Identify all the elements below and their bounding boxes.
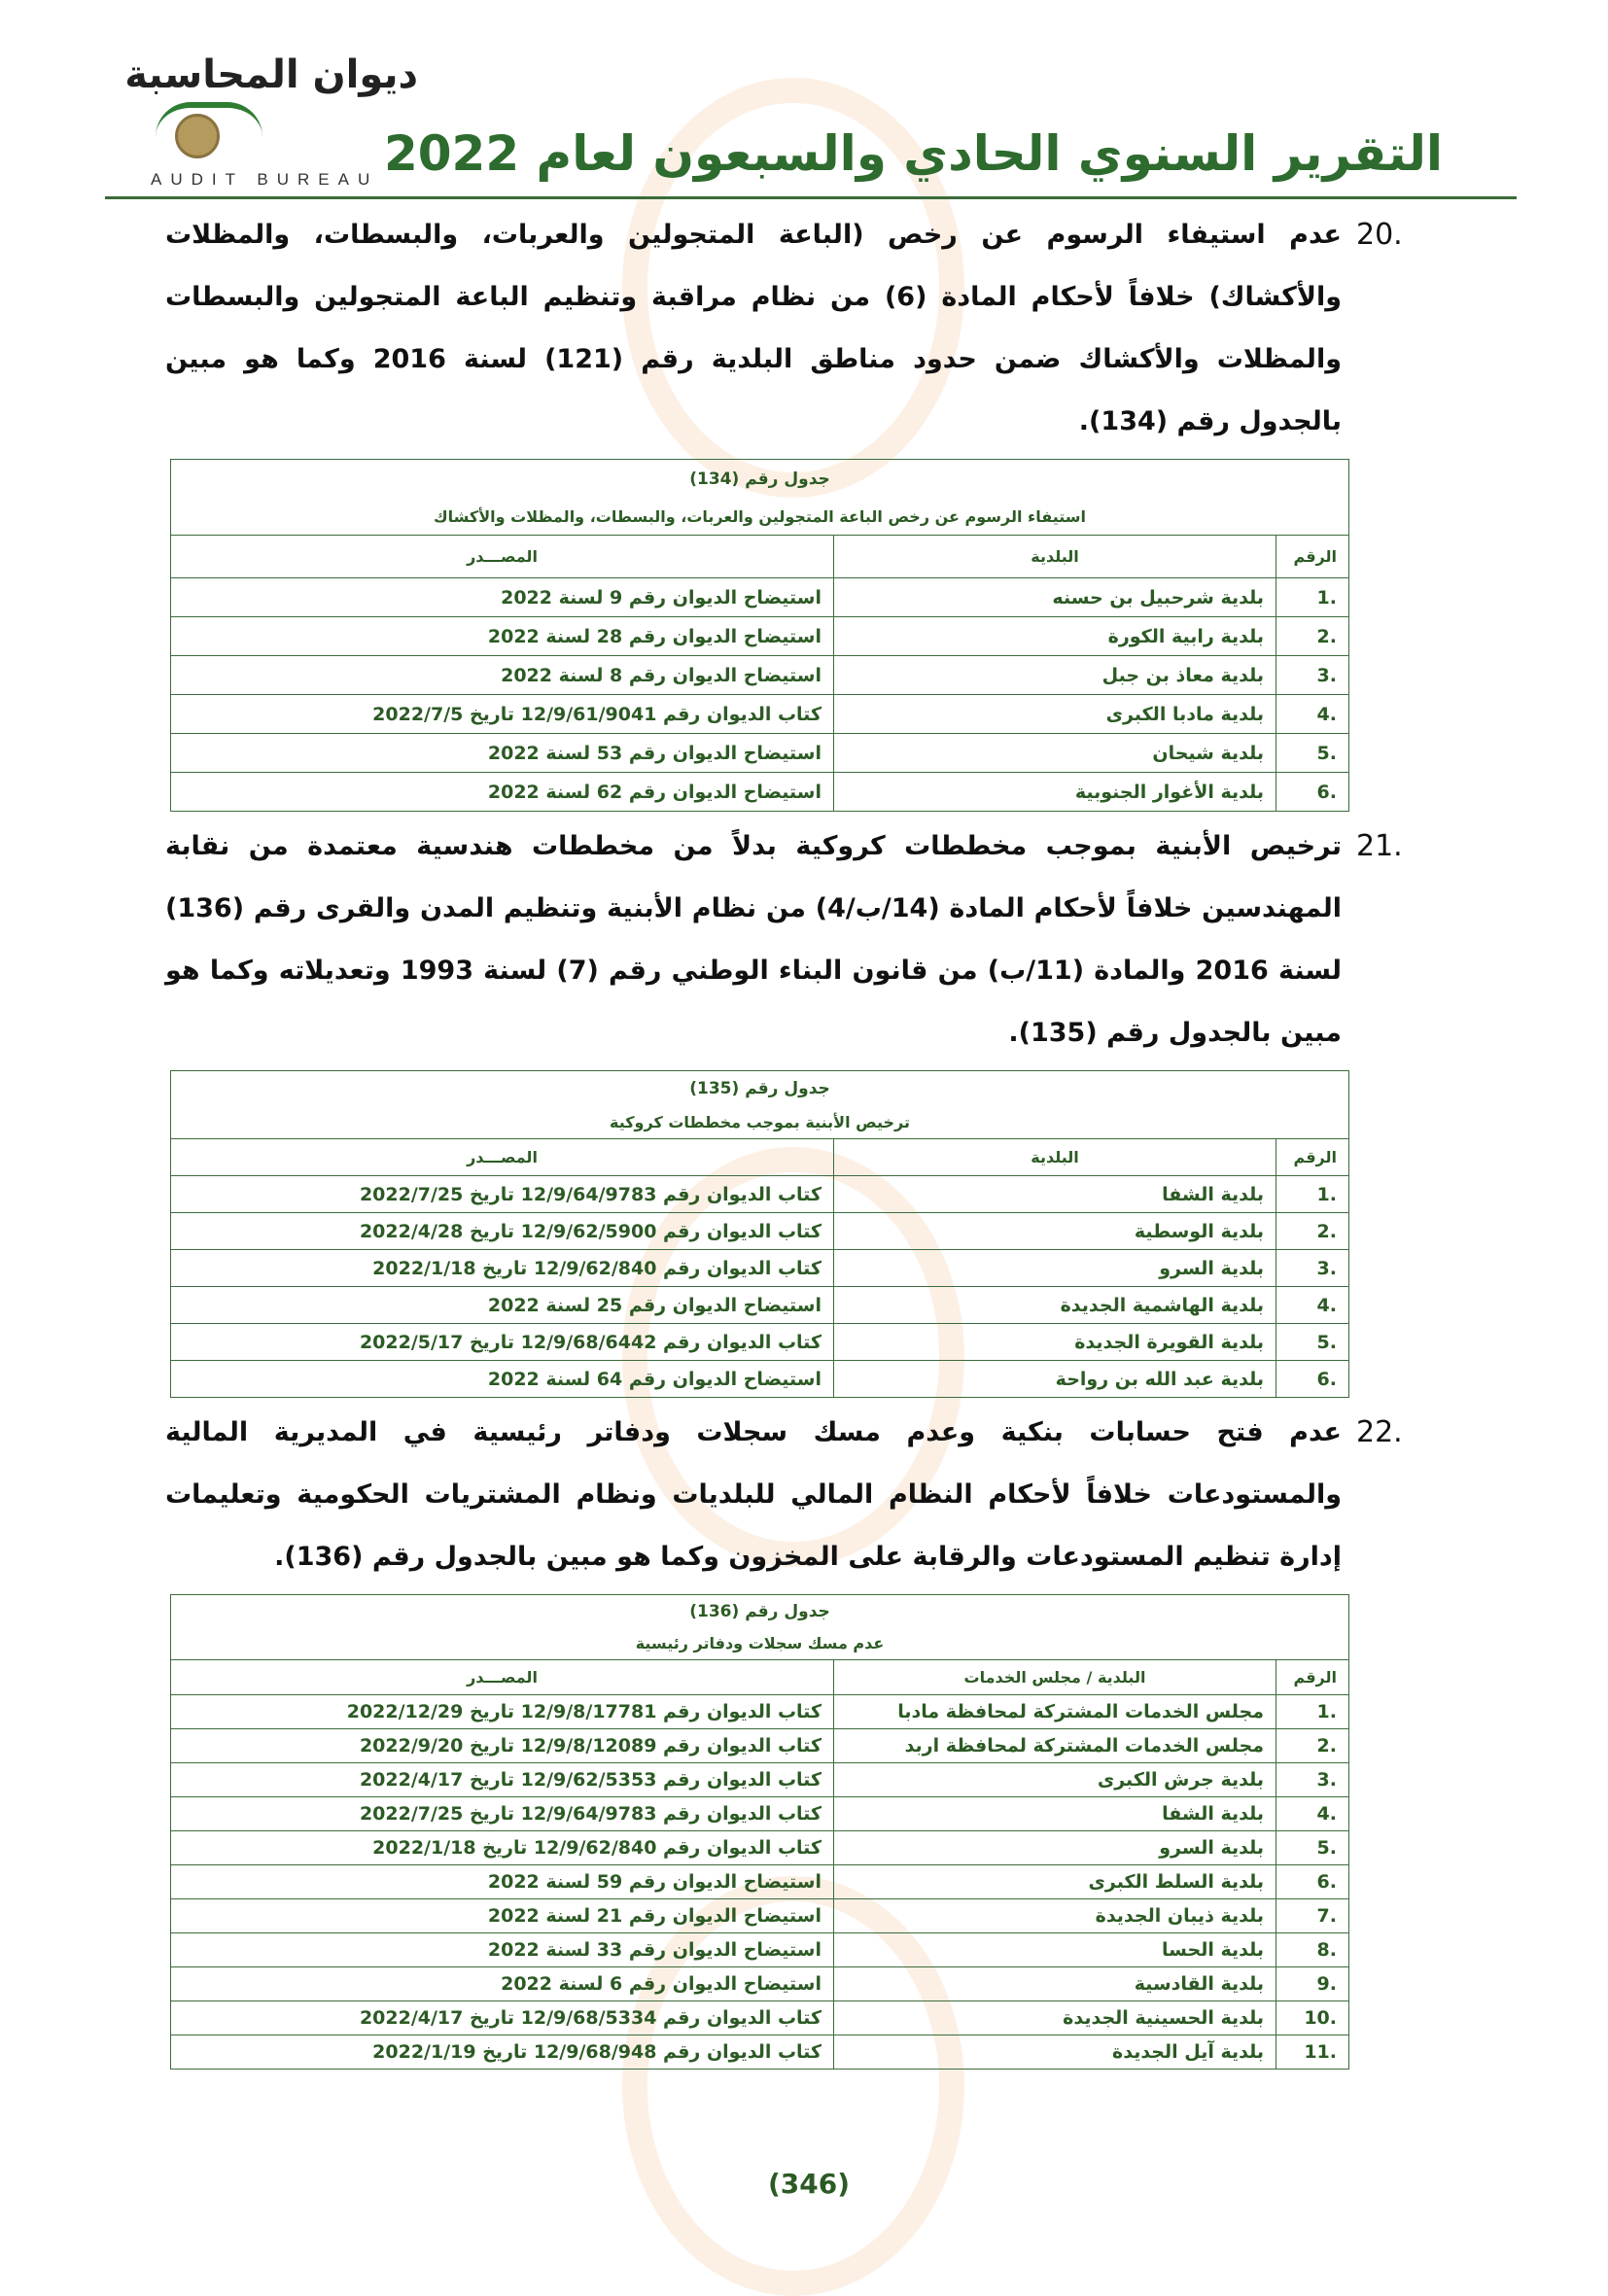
table-row xyxy=(171,1967,1349,2001)
report-title: التقرير السنوي الحادي والسبعون لعام 2022 xyxy=(383,125,1443,182)
table-row xyxy=(171,656,1349,695)
table-subtitle: استيفاء الرسوم عن رخص الباعة المتجولين والعربات، والبسطات، والمظلات والأكشاك xyxy=(171,499,1349,536)
row-number: 2. xyxy=(1276,1729,1349,1763)
municipality-cell: بلدية مادبا الكبرى xyxy=(834,695,1276,734)
table-row xyxy=(171,1250,1349,1287)
table-row xyxy=(171,1831,1349,1865)
row-number: 1. xyxy=(1276,578,1349,617)
row-number: 3. xyxy=(1276,1763,1349,1797)
row-number: 10. xyxy=(1276,2001,1349,2035)
header-number: الرقم xyxy=(1276,536,1349,578)
municipality-cell: بلدية القويرة الجديدة xyxy=(834,1324,1276,1361)
municipality-cell: بلدية الشفا xyxy=(834,1176,1276,1213)
table-row xyxy=(171,1865,1349,1899)
row-number: 5. xyxy=(1276,1324,1349,1361)
row-number: 8. xyxy=(1276,1933,1349,1967)
header-divider xyxy=(105,196,1517,199)
municipality-cell: بلدية الحسا xyxy=(834,1933,1276,1967)
table-subtitle: ترخيص الأبنية بموجب مخططات كروكية xyxy=(171,1106,1349,1139)
header-municipality: البلدية xyxy=(834,536,1276,578)
table-row xyxy=(171,1176,1349,1213)
row-number: 6. xyxy=(1276,773,1349,812)
table-row xyxy=(171,1729,1349,1763)
municipality-cell: مجلس الخدمات المشتركة لمحافظة اربد xyxy=(834,1729,1276,1763)
municipality-cell: بلدية الوسطية xyxy=(834,1213,1276,1250)
source-cell: كتاب الديوان رقم 12/9/64/9783 تاريخ 2022/7/25 xyxy=(171,1797,834,1831)
table-row xyxy=(171,734,1349,773)
source-cell: كتاب الديوان رقم 12/9/68/948 تاريخ 2022/1/19 xyxy=(171,2035,834,2070)
header-source: المصـــدر xyxy=(171,536,834,578)
source-cell: استيضاح الديوان رقم 33 لسنة 2022 xyxy=(171,1933,834,1967)
row-number: 3. xyxy=(1276,656,1349,695)
table-135 xyxy=(170,1070,1349,1398)
table-row xyxy=(171,1797,1349,1831)
municipality-cell: بلدية الحسينية الجديدة xyxy=(834,2001,1276,2035)
source-cell: استيضاح الديوان رقم 28 لسنة 2022 xyxy=(171,617,834,656)
municipality-cell: بلدية شرحبيل بن حسنه xyxy=(834,578,1276,617)
source-cell: كتاب الديوان رقم 12/9/62/5353 تاريخ 2022/4/17 xyxy=(171,1763,834,1797)
table-136 xyxy=(170,1594,1349,2070)
report-body xyxy=(165,204,1439,2073)
row-number: 4. xyxy=(1276,1797,1349,1831)
source-cell: كتاب الديوان رقم 12/9/8/12089 تاريخ 2022/9/20 xyxy=(171,1729,834,1763)
municipality-cell: بلدية شيحان xyxy=(834,734,1276,773)
municipality-cell: بلدية القادسية xyxy=(834,1967,1276,2001)
row-number: 11. xyxy=(1276,2035,1349,2070)
table-row xyxy=(171,1213,1349,1250)
municipality-cell: بلدية جرش الكبرى xyxy=(834,1763,1276,1797)
header-number: الرقم xyxy=(1276,1660,1349,1695)
section-22 xyxy=(165,1402,1403,1588)
source-cell: استيضاح الديوان رقم 59 لسنة 2022 xyxy=(171,1865,834,1899)
municipality-cell: بلدية الشفا xyxy=(834,1797,1276,1831)
table-row xyxy=(171,773,1349,812)
section-20-text: عدم استيفاء الرسوم عن رخص (الباعة المتجولين والعربات، والبسطات، والمظلات والأكشاك) خلافاً لأحكام المادة (6) من نظام مراقبة وتنظيم الباعة المتجولين والبسطات والمظلات والأكشاك ضمن حدود مناطق البلدية رقم (121) لسنة 2016 وكما هو مبين بالجدول رقم (134). xyxy=(165,220,1342,436)
row-number: 5. xyxy=(1276,734,1349,773)
row-number: 9. xyxy=(1276,1967,1349,2001)
table-row xyxy=(171,578,1349,617)
source-cell: استيضاح الديوان رقم 62 لسنة 2022 xyxy=(171,773,834,812)
table-caption: جدول رقم (135) xyxy=(171,1071,1349,1106)
table-row xyxy=(171,1763,1349,1797)
row-number: 4. xyxy=(1276,695,1349,734)
municipality-cell: بلدية السلط الكبرى xyxy=(834,1865,1276,1899)
source-cell: كتاب الديوان رقم 12/9/64/9783 تاريخ 2022/7/25 xyxy=(171,1176,834,1213)
source-cell: استيضاح الديوان رقم 53 لسنة 2022 xyxy=(171,734,834,773)
municipality-cell: مجلس الخدمات المشتركة لمحافظة مادبا xyxy=(834,1695,1276,1729)
row-number: 3. xyxy=(1276,1250,1349,1287)
source-cell: كتاب الديوان رقم 12/9/62/840 تاريخ 2022/1/18 xyxy=(171,1831,834,1865)
header-number: الرقم xyxy=(1276,1139,1349,1176)
source-cell: استيضاح الديوان رقم 6 لسنة 2022 xyxy=(171,1967,834,2001)
table-row xyxy=(171,1361,1349,1398)
table-row xyxy=(171,1287,1349,1324)
source-cell: كتاب الديوان رقم 12/9/62/840 تاريخ 2022/1/18 xyxy=(171,1250,834,1287)
municipality-cell: بلدية معاذ بن جبل xyxy=(834,656,1276,695)
header-municipality: البلدية / مجلس الخدمات xyxy=(834,1660,1276,1695)
row-number: 1. xyxy=(1276,1176,1349,1213)
source-cell: كتاب الديوان رقم 12/9/68/6442 تاريخ 2022/5/17 xyxy=(171,1324,834,1361)
municipality-cell: بلدية عبد الله بن رواحة xyxy=(834,1361,1276,1398)
source-cell: استيضاح الديوان رقم 8 لسنة 2022 xyxy=(171,656,834,695)
table-row xyxy=(171,1899,1349,1933)
row-number: 6. xyxy=(1276,1865,1349,1899)
table-row xyxy=(171,1324,1349,1361)
table-row xyxy=(171,1933,1349,1967)
municipality-cell: بلدية السرو xyxy=(834,1250,1276,1287)
section-22-text: عدم فتح حسابات بنكية وعدم مسك سجلات ودفاتر رئيسية في المديرية المالية والمستودعات خلافاً لأحكام النظام المالي للبلديات ونظام المشتريات الحكومية وتعليمات إدارة تنظيم المستودعات والرقابة على المخزون وكما هو مبين بالجدول رقم (136). xyxy=(165,1417,1342,1572)
source-cell: استيضاح الديوان رقم 64 لسنة 2022 xyxy=(171,1361,834,1398)
municipality-cell: بلدية السرو xyxy=(834,1831,1276,1865)
municipality-cell: بلدية آيل الجديدة xyxy=(834,2035,1276,2070)
section-21-text: ترخيص الأبنية بموجب مخططات كروكية بدلاً من مخططات هندسية معتمدة من نقابة المهندسين خلافاً لأحكام المادة (14/ب/4) من نظام الأبنية وتنظيم المدن والقرى رقم (136) لسنة 2016 والمادة (11/ب) من قانون البناء الوطني رقم (7) لسنة 1993 وتعديلاته وكما هو مبين بالجدول رقم (135). xyxy=(165,831,1342,1048)
section-20 xyxy=(165,204,1403,453)
row-number: 5. xyxy=(1276,1831,1349,1865)
section-number: 21. xyxy=(1356,829,1403,863)
header-municipality: البلدية xyxy=(834,1139,1276,1176)
table-subtitle: عدم مسك سجلات ودفاتر رئيسية xyxy=(171,1628,1349,1660)
source-cell: استيضاح الديوان رقم 21 لسنة 2022 xyxy=(171,1899,834,1933)
logo-arabic: ديوان المحاسبة xyxy=(124,52,418,97)
row-number: 7. xyxy=(1276,1899,1349,1933)
row-number: 4. xyxy=(1276,1287,1349,1324)
municipality-cell: بلدية ذيبان الجديدة xyxy=(834,1899,1276,1933)
source-cell: كتاب الديوان رقم 12/9/61/9041 تاريخ 2022/7/5 xyxy=(171,695,834,734)
table-caption: جدول رقم (134) xyxy=(171,460,1349,499)
source-cell: كتاب الديوان رقم 12/9/62/5900 تاريخ 2022/4/28 xyxy=(171,1213,834,1250)
row-number: 2. xyxy=(1276,1213,1349,1250)
row-number: 1. xyxy=(1276,1695,1349,1729)
table-row xyxy=(171,617,1349,656)
row-number: 2. xyxy=(1276,617,1349,656)
header-source: المصـــدر xyxy=(171,1660,834,1695)
header-source: المصـــدر xyxy=(171,1139,834,1176)
page-number: (346) xyxy=(768,2168,851,2200)
audit-bureau-logo xyxy=(124,52,418,190)
table-row xyxy=(171,695,1349,734)
row-number: 6. xyxy=(1276,1361,1349,1398)
source-cell: كتاب الديوان رقم 12/9/68/5334 تاريخ 2022/4/17 xyxy=(171,2001,834,2035)
logo-english: AUDIT BUREAU xyxy=(151,170,379,189)
section-number: 20. xyxy=(1356,218,1403,252)
table-134 xyxy=(170,459,1349,812)
table-row xyxy=(171,2035,1349,2070)
table-caption: جدول رقم (136) xyxy=(171,1595,1349,1628)
section-number: 22. xyxy=(1356,1415,1403,1449)
source-cell: استيضاح الديوان رقم 25 لسنة 2022 xyxy=(171,1287,834,1324)
emblem-icon xyxy=(175,114,220,158)
section-21 xyxy=(165,816,1403,1064)
municipality-cell: بلدية الأغوار الجنوبية xyxy=(834,773,1276,812)
source-cell: استيضاح الديوان رقم 9 لسنة 2022 xyxy=(171,578,834,617)
table-row xyxy=(171,1695,1349,1729)
table-row xyxy=(171,2001,1349,2035)
municipality-cell: بلدية الهاشمية الجديدة xyxy=(834,1287,1276,1324)
source-cell: كتاب الديوان رقم 12/9/8/17781 تاريخ 2022/12/29 xyxy=(171,1695,834,1729)
municipality-cell: بلدية رابية الكورة xyxy=(834,617,1276,656)
